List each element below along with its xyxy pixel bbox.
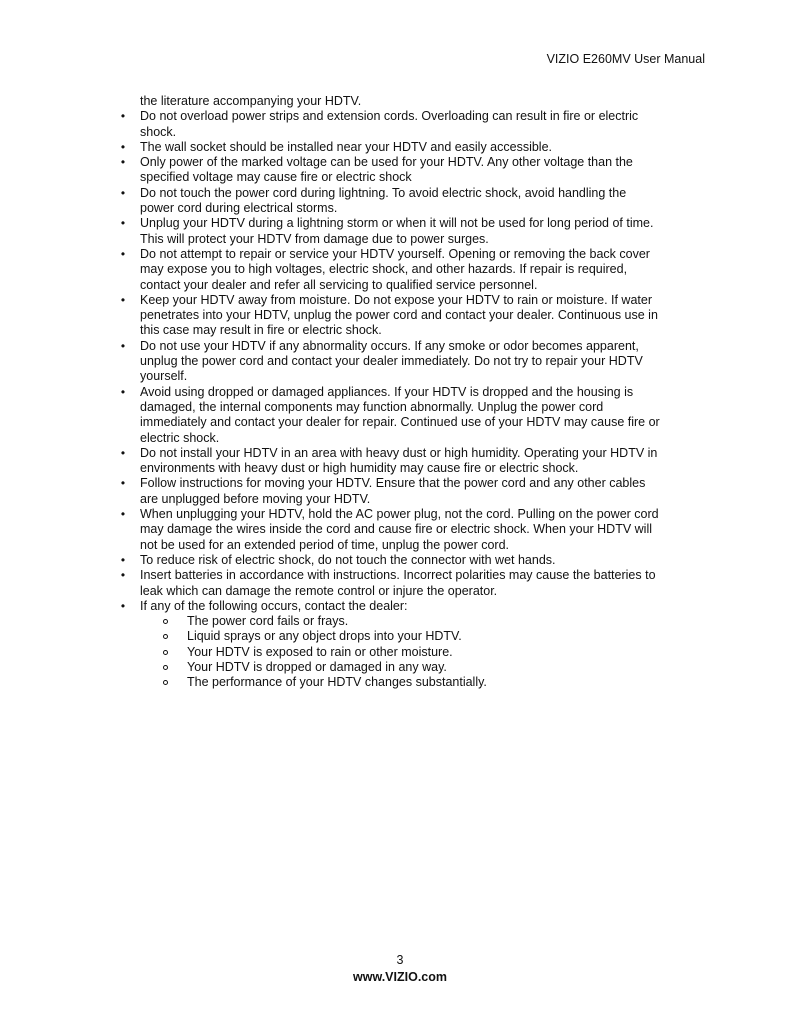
website-link: www.VIZIO.com	[353, 970, 447, 984]
safety-instructions	[118, 94, 663, 691]
sub-list-item	[162, 675, 663, 690]
list-item-text: Do not use your HDTV if any abnormality occurs. If any smoke or odor becomes apparent, unplug the power cord and contact your dealer immediately. Do not try to repair your HDTV yourself.	[140, 338, 643, 384]
list-item-text: When unplugging your HDTV, hold the AC power plug, not the cord. Pulling on the power cord may damage the wires inside the cord and cause fire or electric shock. When your HDTV will not be used for an extended period of time, unplug the power cord.	[140, 507, 659, 552]
bullet-icon: •	[120, 338, 126, 353]
circle-bullet-icon	[163, 680, 168, 685]
page-number: 3	[396, 953, 404, 967]
sub-list-item-text: The power cord fails or frays.	[187, 614, 349, 629]
sub-list-item	[162, 660, 663, 675]
list-item-text: Do not overload power strips and extension cords. Overloading can result in fire or electric shock.	[140, 109, 639, 139]
sub-list-item-text: The performance of your HDTV changes substantially.	[187, 675, 487, 690]
sub-list	[140, 614, 663, 690]
list-item-text: Do not touch the power cord during lightning. To avoid electric shock, avoid handling the power cord during electrical storms.	[140, 185, 627, 216]
bullet-icon: •	[120, 292, 126, 307]
list-item	[118, 476, 663, 507]
bullet-icon: •	[120, 139, 126, 154]
list-item-text: Unplug your HDTV during a lightning storm or when it will not be used for long period of time. This will protect your HDTV from damage due to power surges.	[140, 216, 654, 246]
bullet-icon: •	[120, 552, 126, 567]
list-item	[118, 553, 663, 568]
list-item	[118, 155, 663, 186]
list-item	[118, 599, 663, 691]
list-item-text: Follow instructions for moving your HDTV. Ensure that the power cord and any other cables are unplugged before moving your HDTV.	[140, 476, 646, 506]
list-item-text: The wall socket should be installed near your HDTV and easily accessible.	[140, 139, 553, 154]
sub-list-item-text: Liquid sprays or any object drops into your HDTV.	[187, 629, 462, 644]
bullet-icon: •	[120, 445, 126, 460]
list-item	[118, 109, 663, 140]
list-item-text: To reduce risk of electric shock, do not touch the connector with wet hands.	[140, 552, 556, 567]
list-item	[118, 339, 663, 385]
list-item	[118, 446, 663, 477]
circle-bullet-icon	[163, 650, 168, 655]
sub-list-item	[162, 614, 663, 629]
sub-list-item	[162, 645, 663, 660]
bullet-icon: •	[120, 568, 126, 583]
list-item-text: If any of the following occurs, contact the dealer:	[140, 598, 408, 613]
list-item	[118, 186, 663, 217]
bullet-icon: •	[120, 246, 126, 261]
list-item-text: Do not install your HDTV in an area with heavy dust or high humidity. Operating your HDTV in environments with heavy dust or high humidity may cause fire or electric shock.	[140, 445, 658, 476]
list-item-text: Insert batteries in accordance with instructions. Incorrect polarities may cause the batteries to leak which can damage the remote control or injure the operator.	[140, 568, 656, 598]
bullet-icon: •	[120, 185, 126, 200]
list-item-text: Avoid using dropped or damaged appliances. If your HDTV is dropped and the housing is damaged, the internal components may function abnormally. Unplug the power cord immediately and contact your dealer for repair. Continued use of your HDTV may cause fire or electric shock.	[140, 384, 660, 445]
list-item-text: Do not attempt to repair or service your HDTV yourself. Opening or removing the back cover may expose you to high voltages, electric shock, and other hazards. If repair is required, contact your dealer and refer all servicing to qualified service personnel.	[140, 246, 650, 292]
list-item	[118, 216, 663, 247]
list-item	[118, 507, 663, 553]
circle-bullet-icon	[163, 665, 168, 670]
list-item	[118, 293, 663, 339]
sub-list-item-text: Your HDTV is exposed to rain or other moisture.	[187, 644, 453, 659]
list-item-text: Keep your HDTV away from moisture. Do not expose your HDTV to rain or moisture. If water penetrates into your HDTV, unplug the power cord and contact your dealer. Continuous use in this case may result in fire or electric shock.	[140, 292, 658, 338]
bullet-icon: •	[120, 598, 126, 613]
list-item-text: Only power of the marked voltage can be used for your HDTV. Any other voltage than the specified voltage may cause fire or electric shock	[140, 155, 633, 185]
bullet-icon: •	[120, 384, 126, 399]
bullet-icon: •	[120, 216, 126, 231]
circle-bullet-icon	[163, 634, 168, 639]
document-header: VIZIO E260MV User Manual	[546, 52, 705, 66]
list-item	[118, 140, 663, 155]
sub-list-item-text: Your HDTV is dropped or damaged in any way.	[187, 659, 447, 674]
bullet-icon: •	[120, 476, 126, 491]
list-item	[118, 247, 663, 293]
bullet-list	[118, 109, 663, 690]
sub-list-item	[162, 629, 663, 644]
list-item	[118, 385, 663, 446]
list-item	[118, 568, 663, 599]
bullet-icon: •	[120, 155, 126, 170]
bullet-icon: •	[120, 109, 126, 124]
circle-bullet-icon	[163, 619, 168, 624]
bullet-icon: •	[120, 507, 126, 522]
continued-text: the literature accompanying your HDTV.	[140, 94, 362, 108]
